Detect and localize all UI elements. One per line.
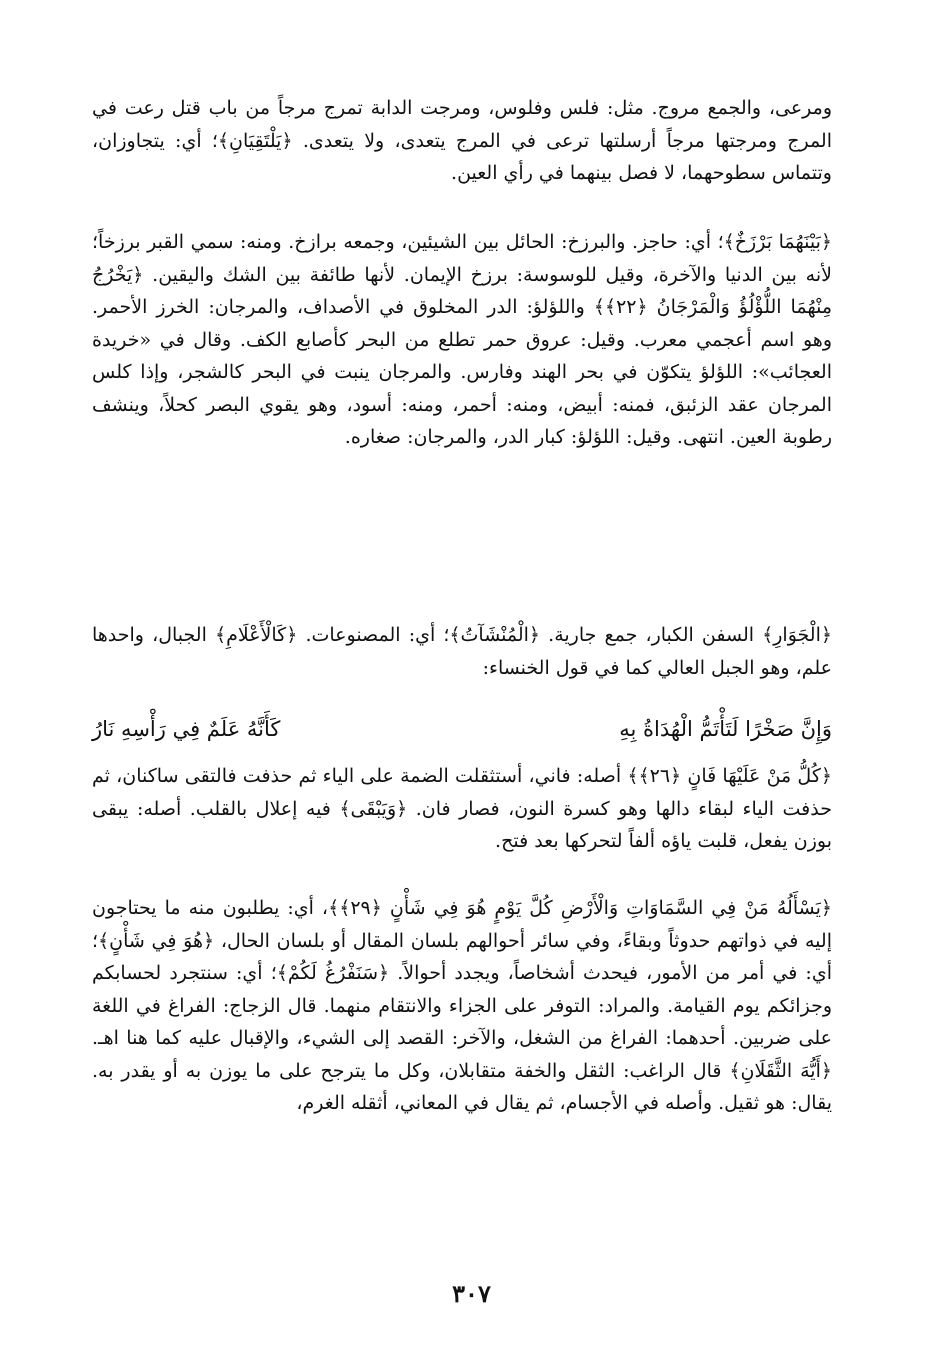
verse-first-hemistich: وَإِنَّ صَخْرًا لَتَأْتَمُّ الْهُدَاةُ بِهِ	[619, 717, 832, 741]
paragraph-fan	[92, 760, 832, 858]
paragraph-jawar	[92, 619, 832, 684]
paragraph-text: ﴿الْجَوَارِ﴾ السفن الكبار، جمع جارية. ﴿الْمُنْشَآتُ﴾؛ أي: المصنوعات. ﴿كَالْأَعْلَامِ﴾ الجبال، واحدها علم، وهو الجبل العالي كما في قول الخنساء:	[92, 624, 832, 679]
paragraph-text: ﴿يَسْأَلُهُ مَنْ فِي السَّمَاوَاتِ وَالْأَرْضِ كُلَّ يَوْمٍ هُوَ فِي شَأْنٍ ﴿٢٩﴾﴾، أي: يطلبون منه ما يحتاجون إليه في ذواتهم حدوثاً وبقاءً، وفي سائر أحوالهم بلسان المقال أو بلسان الحال، ﴿هُوَ فِي شَأْنٍ﴾؛ أي: في أمر من الأمور، فيحدث أشخاصاً، ويجدد أحوالاً. ﴿سَنَفْرُغُ لَكُمْ﴾؛ أي: سنتجرد لحسابكم وجزائكم يوم القيامة. والمراد: التوفر على الجزاء والانتقام منهما. قال الزجاج: الفراغ في اللغة على ضربين. أحدهما: الفراغ من الشغل، والآخر: القصد إلى الشيء، والإقبال عليه كما هنا اهـ. ﴿أَيُّهَ الثَّقَلَانِ﴾ قال الراغب: الثقل والخفة متقابلان، وكل ما يترجح على ما يوزن به أو يقدر به. يقال: هو ثقيل. وأصله في الأجسام، ثم يقال في المعاني، أثقله الغرم،	[92, 897, 833, 1114]
paragraph-text: ومرعى، والجمع مروج. مثل: فلس وفلوس، ومرجت الدابة تمرج مرجاً من باب قتل رعت في المرج ومرجتها مرجاً أرسلتها ترعى في المرج يتعدى، ولا يتعدى. ﴿يَلْتَقِيَانِ﴾؛ أي: يتجاوزان، وتتماس سطوحهما، لا فصل بينهما في رأي العين.	[92, 97, 832, 184]
paragraph-text: ﴿بَيْنَهُمَا بَرْزَخٌ﴾؛ أي: حاجز. والبرزخ: الحائل بين الشيئين، وجمعه برازخ. ومنه: سمي القبر برزخاً؛ لأنه بين الدنيا والآخرة، وقيل للوسوسة: برزخ الإيمان. لأنها طائفة بين الشك واليقين. ﴿يَخْرُجُ مِنْهُمَا اللُّؤْلُؤُ وَالْمَرْجَانُ ﴿٢٢﴾﴾ واللؤلؤ: الدر المخلوق في الأصداف، والمرجان: الخرز الأحمر. وهو اسم أعجمي معرب. وقيل: عروق حمر تطلع من البحر كأصابع الكف. وقال في «خريدة العجائب»: اللؤلؤ يتكوّن في بحر الهند وفارس. والمرجان ينبت في البحر كالشجر، وإذا كلس المرجان عقد الزئبق، فمنه: أبيض، ومنه: أحمر، ومنه: أسود، وهو يقوي البصر كحلاً، وينشف رطوبة العين. انتهى. وقيل: اللؤلؤ: كبار الدر، والمرجان: صغاره.	[92, 231, 832, 448]
verse-second-hemistich: كَأَنَّهُ عَلَمٌ فِي رَأْسِهِ نَارُ	[92, 717, 281, 741]
paragraph-marj	[92, 92, 832, 190]
page-number: ٣٠٧	[452, 1279, 491, 1308]
paragraph-text: ﴿كُلُّ مَنْ عَلَيْهَا فَانٍ ﴿٢٦﴾﴾ أصله: فاني، أستثقلت الضمة على الياء ثم حذفت فالتقى ساكنان، ثم حذفت الياء لبقاء دالها وهو كسرة النون، فصار فان. ﴿وَيَبْقَى﴾ فيه إعلال بالقلب. أصله: يبقى بوزن يفعل، قلبت ياؤه ألفاً لتحركها بعد فتح.	[92, 765, 832, 852]
poetry-verse	[92, 712, 832, 746]
paragraph-yasaluhu	[92, 892, 832, 1120]
paragraph-barzakh	[92, 226, 832, 454]
